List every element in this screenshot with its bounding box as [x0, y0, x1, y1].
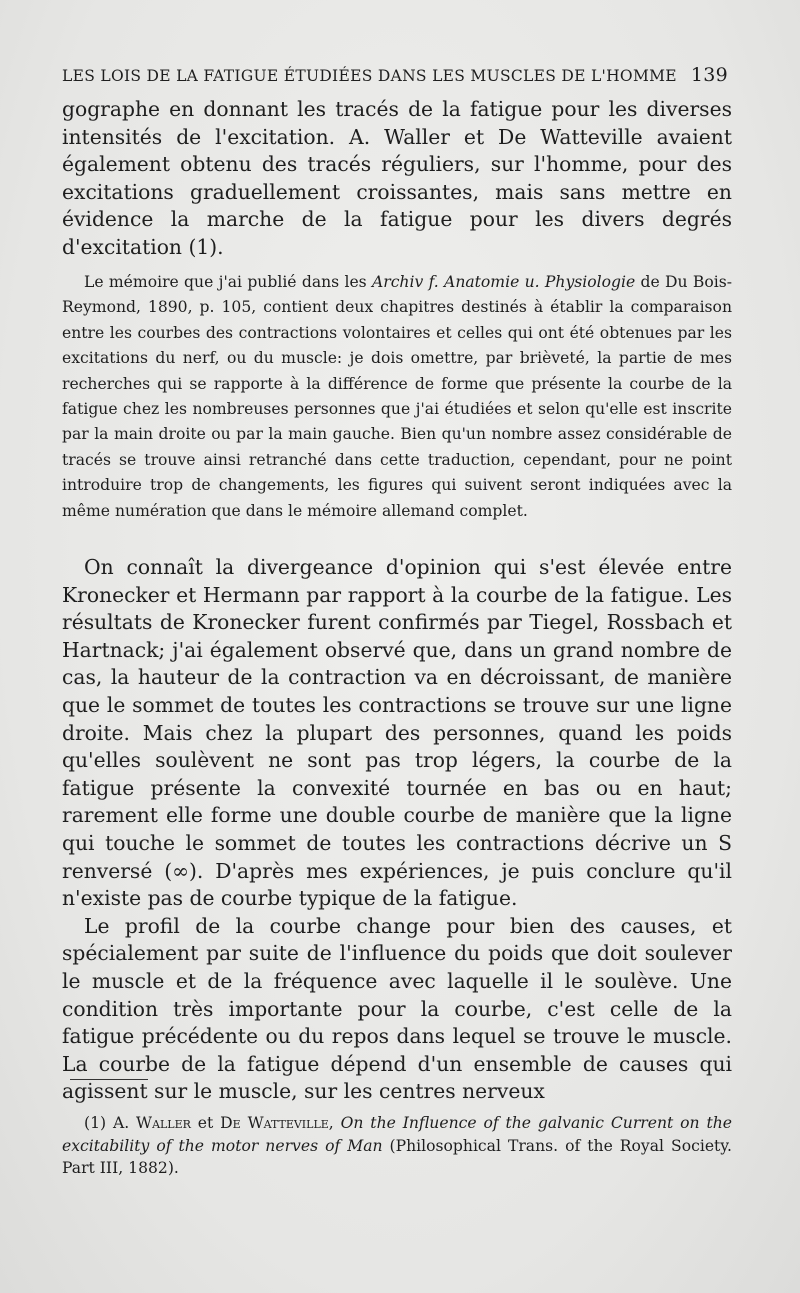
- footnote-separator: ,: [328, 1114, 341, 1132]
- note-text-after: de Du Bois-Reymond, 1890, p. 105, contient deux chapitres destinés à établir la comparaison entre les courbes des contractions volontaires et celles qui ont été obtenues par les excitations du nerf, ou du muscle: je dois omettre, par brièveté, la partie de mes recherches qui se rapporte à la différence de forme que présente la courbe de la fatigue chez les nombreuses personnes que j'ai étudiées et selon qu'elle est inscrite par la main droite ou par la main gauche. Bien qu'un nombre assez considérable de tracés se trouve ainsi retranché dans cette traduction, cependant, pour ne point introduire trop de changements, les figures qui suivent seront indiquées avec la même numération que dans le mémoire allemand complet.: [62, 273, 732, 520]
- paragraph-3: Le profil de la courbe change pour bien des causes, et spécialement par suite de l'influence du poids que doit soulever le muscle et de la fréquence avec laquelle il le soulève. Une condition très importante pour la courbe, c'est celle de la fatigue précédente ou du repos dans lequel se trouve le muscle. La courbe de la fatigue dépend d'un ensemble de causes qui agissent sur le muscle, sur les centres nerveux: [62, 913, 732, 1104]
- note-paragraph: [62, 270, 732, 524]
- paragraph-2: On connaît la divergeance d'opinion qui s'est élevée entre Kronecker et Hermann par rapport à la courbe de la fatigue. Les résultats de Kronecker furent confirmés par Tiegel, Rossbach et Hartnack; j'ai également observé que, dans un grand nombre de cas, la hauteur de la contraction va en décroissant, de manière que le sommet de toutes les contractions se trouve sur une ligne droite. Mais chez la plupart des personnes, quand les poids qu'elles soulèvent ne sont pas trop légers, la courbe de la fatigue présente la convexité tournée en bas ou en haut; rarement elle forme une double courbe de manière que la ligne qui touche le sommet de toutes les contractions décrive un S renversé (∞). D'après mes expériences, je puis conclure qu'il n'existe pas de courbe typique de la fatigue.: [62, 555, 732, 911]
- paragraph-1: gographe en donnant les tracés de la fatigue pour les diverses intensités de l'excitation. A. Waller et De Watteville avaient également obtenu des tracés réguliers, sur l'homme, pour des excitations graduellement croissantes, mais sans mettre en évidence la marche de la fatigue pour les divers degrés d'excitation (1).: [62, 97, 732, 259]
- running-title: LES LOIS DE LA FATIGUE ÉTUDIÉES DANS LES MUSCLES DE L'HOMME: [62, 67, 677, 85]
- footnote-and: et: [190, 1114, 221, 1132]
- footnote-source: (Philosophical Trans. of the Royal Society. Part III, 1882).: [62, 1136, 733, 1178]
- paragraph-continued: [62, 96, 732, 262]
- footnote-title: On the Influence of the galvanic Current on the excitability of the motor nerves of Man: [62, 1114, 732, 1155]
- running-header: [62, 64, 728, 88]
- note-text-before: Le mémoire que j'ai publié dans les: [84, 273, 372, 291]
- footnote-author-2: De Watteville: [220, 1114, 329, 1132]
- footnote-marker: (1): [84, 1114, 113, 1132]
- note-journal-title: Archiv f. Anatomie u. Physiologie: [371, 273, 636, 291]
- footnote-rule: [70, 1079, 148, 1080]
- translator-note: [62, 270, 732, 524]
- main-text: [62, 554, 732, 1106]
- page-number: 139: [690, 64, 728, 86]
- footnote-author-1: A. Waller: [112, 1114, 191, 1132]
- footnote-paragraph: [62, 1112, 732, 1180]
- footnote: [62, 1112, 732, 1180]
